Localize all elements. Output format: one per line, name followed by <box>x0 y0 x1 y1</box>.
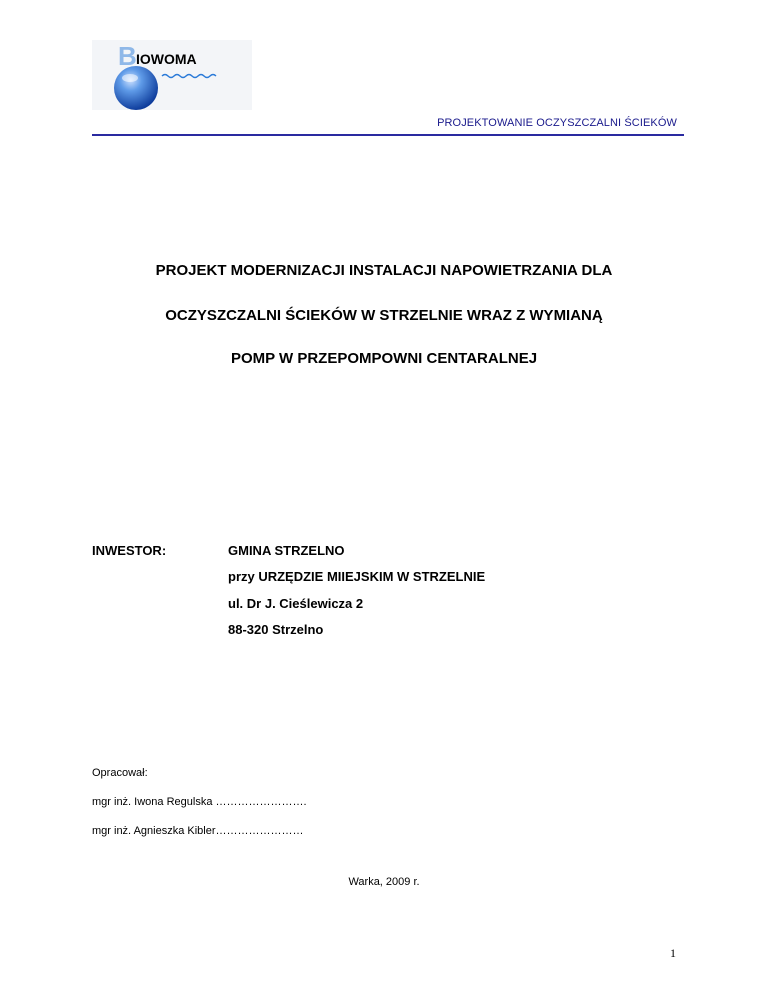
document-title-line-3: POMP W PRZEPOMPOWNI CENTARALNEJ <box>230 350 538 367</box>
logo-letter: B <box>118 41 137 71</box>
company-logo <box>92 40 252 110</box>
investor-office: przy URZĘDZIE MIIEJSKIM W STRZELNIE <box>228 569 486 584</box>
investor-name: GMINA STRZELNO <box>228 543 345 558</box>
document-title-line-1: PROJEKT MODERNIZACJI INSTALACJI NAPOWIETRZANIA DLA <box>155 262 613 279</box>
author-line: mgr inż. Iwona Regulska ……………………. <box>92 796 307 808</box>
investor-street: ul. Dr J. Cieślewicza 2 <box>228 596 364 611</box>
logo-orb <box>114 66 158 110</box>
logo-graphic <box>92 40 252 110</box>
header-subtitle: PROJEKTOWANIE OCZYSZCZALNI ŚCIEKÓW <box>437 117 677 129</box>
logo-text: IOWOMA <box>136 51 197 67</box>
place-and-date: Warka, 2009 r. <box>348 876 420 888</box>
investor-postal-city: 88-320 Strzelno <box>228 622 324 637</box>
prepared-by-label: Opracował: <box>92 767 148 779</box>
investor-label: INWESTOR: <box>92 543 167 558</box>
author-line: mgr inż. Agnieszka Kibler…………………… <box>92 825 304 837</box>
document-title-line-2: OCZYSZCZALNI ŚCIEKÓW W STRZELNIE WRAZ Z WYMIANĄ <box>165 307 603 324</box>
page-number: 1 <box>670 946 676 960</box>
header-divider <box>92 134 684 136</box>
